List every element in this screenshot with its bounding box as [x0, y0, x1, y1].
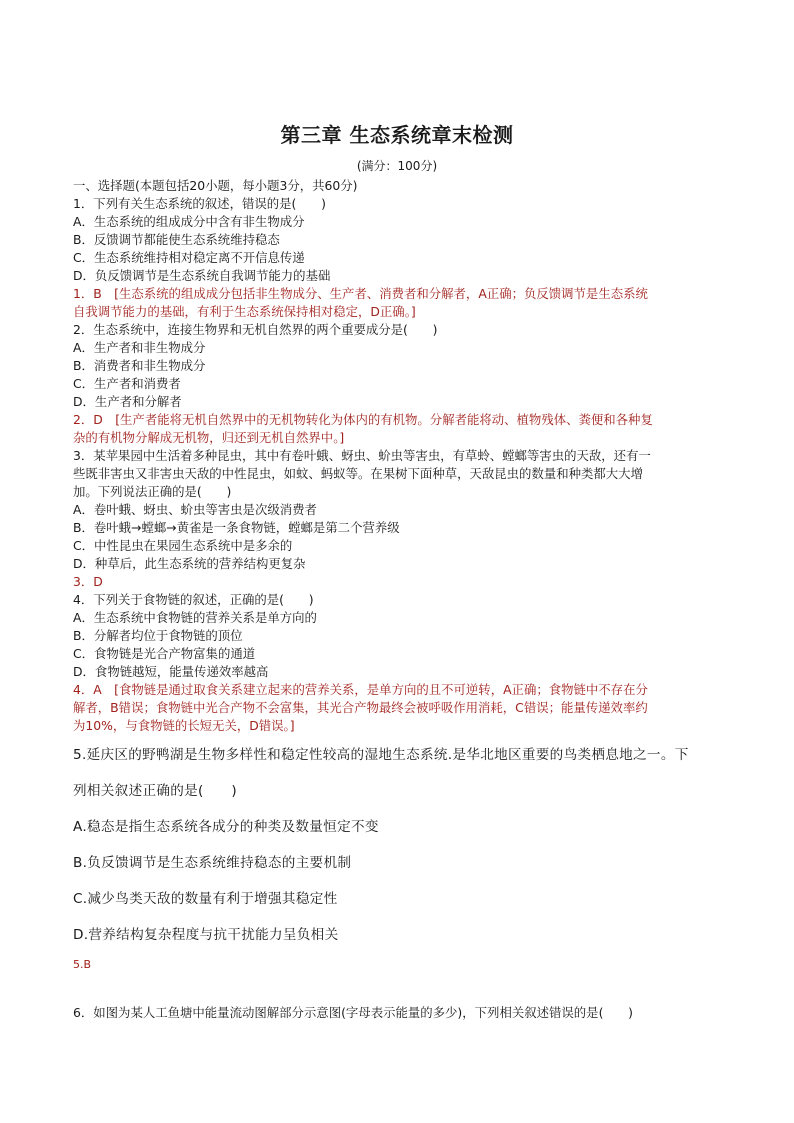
question-6 — [73, 1004, 733, 1022]
answer-line: 1．B [生态系统的组成成分包括非生物成分、生产者、消费者和分解者，A正确；负反馈调节是生态系统 — [73, 286, 648, 301]
question-line: 加。下列说法正确的是( ) — [73, 484, 232, 499]
q5-stem-line-2: 列相关叙述正确的是( ) — [73, 783, 238, 799]
question-line: 2．生态系统中，连接生物界和无机自然界的两个重要成分是( ) — [73, 322, 438, 337]
question-line: C．中性昆虫在果园生态系统中是多余的 — [73, 538, 293, 553]
question-line: A．生态系统的组成成分中含有非生物成分 — [73, 214, 305, 229]
answer-line: 杂的有机物分解成无机物，归还到无机自然界中。] — [73, 430, 345, 445]
q5-answer: 5.B — [73, 958, 92, 971]
answer-line: 自我调节能力的基础，有利于生态系统保持相对稳定，D正确。] — [73, 304, 416, 319]
answer-line: 3．D — [73, 574, 103, 589]
question-line: 一、选择题(本题包括20小题，每小题3分，共60分) — [73, 178, 358, 193]
question-line: D．生产者和分解者 — [73, 394, 182, 409]
question-line: B．分解者均位于食物链的顶位 — [73, 628, 243, 643]
question-line: B．反馈调节都能使生态系统维持稳态 — [73, 232, 280, 247]
answer-line: 解者，B错误；食物链中光合产物不会富集，其光合产物最终会被呼吸作用消耗，C错误；能量传递效率约 — [73, 700, 648, 715]
q5-stem-line-1: 5.延庆区的野鸭湖是生物多样性和稳定性较高的湿地生态系统.是华北地区重要的鸟类栖息地之一。下 — [73, 747, 689, 763]
q5-option-a: A.稳态是指生态系统各成分的种类及数量恒定不变 — [73, 819, 379, 835]
answer-line: 2．D [生产者能将无机自然界中的无机物转化为体内的有机物。分解者能将动、植物残体、粪便和各种复 — [73, 412, 653, 427]
page-subtitle: (满分：100分) — [356, 159, 438, 173]
q5-option-c: C.减少鸟类天敌的数量有利于增强其稳定性 — [73, 891, 338, 907]
q5-option-d: D.营养结构复杂程度与抗干扰能力呈负相关 — [73, 927, 339, 943]
answer-line: 为10%，与食物链的长短无关，D错误。] — [73, 718, 295, 733]
page-title: 第三章 生态系统章末检测 — [280, 123, 514, 147]
question-line: 1．下列有关生态系统的叙述，错误的是( ) — [73, 196, 326, 211]
question-line: 4．下列关于食物链的叙述，正确的是( ) — [73, 592, 314, 607]
question-line: A．生态系统中食物链的营养关系是单方向的 — [73, 610, 317, 625]
question-5 — [73, 746, 733, 972]
questions-1-4 — [73, 177, 733, 735]
q6-stem: 6．如图为某人工鱼塘中能量流动图解部分示意图(字母表示能量的多少)，下列相关叙述错误的是( ) — [73, 1005, 634, 1020]
question-line: C．生态系统维持相对稳定离不开信息传递 — [73, 250, 305, 265]
question-line: B．卷叶蛾→螳螂→黄雀是一条食物链，螳螂是第二个营养级 — [73, 520, 400, 535]
question-line: C．生产者和消费者 — [73, 376, 181, 391]
question-line: A．生产者和非生物成分 — [73, 340, 206, 355]
question-line: D．种草后，此生态系统的营养结构更复杂 — [73, 556, 306, 571]
question-line: D．负反馈调节是生态系统自我调节能力的基础 — [73, 268, 331, 283]
question-line: 3．某苹果园中生活着多种昆虫，其中有卷叶蛾、蚜虫、蚧虫等害虫，有草蛉、螳螂等害虫的天敌，还有一 — [73, 448, 651, 463]
q5-option-b: B.负反馈调节是生态系统维持稳态的主要机制 — [73, 855, 352, 871]
question-line: C．食物链是光合产物富集的通道 — [73, 646, 256, 661]
question-line: B．消费者和非生物成分 — [73, 358, 206, 373]
question-line: D．食物链越短，能量传递效率越高 — [73, 664, 269, 679]
question-line: A．卷叶蛾、蚜虫、蚧虫等害虫是次级消费者 — [73, 502, 317, 517]
question-line: 些既非害虫又非害虫天敌的中性昆虫，如蚊、蚂蚁等。在果树下面种草，天敌昆虫的数量和种类都大大增 — [73, 466, 643, 481]
answer-line: 4．A [食物链是通过取食关系建立起来的营养关系，是单方向的且不可逆转，A正确；食物链中不存在分 — [73, 682, 648, 697]
